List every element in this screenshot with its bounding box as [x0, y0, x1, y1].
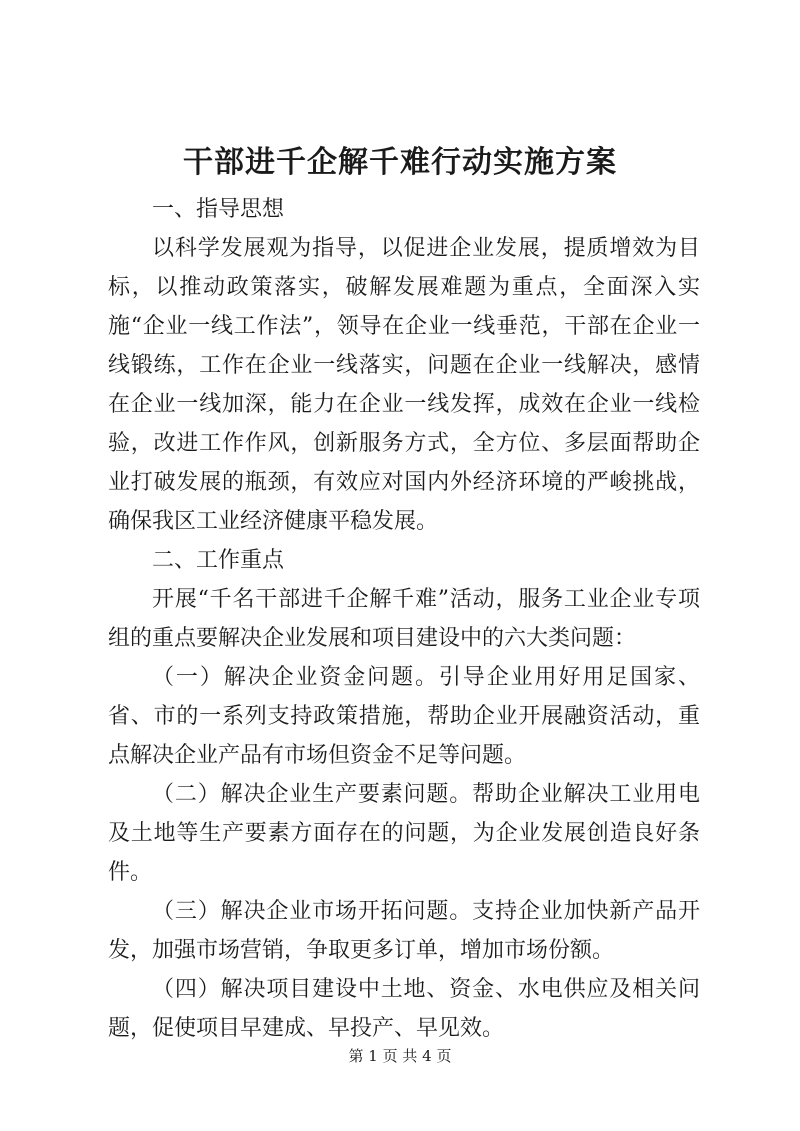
- paragraph-item-4-project-construction: （四）解决项目建设中土地、资金、水电供应及相关问题，促使项目早建成、早投产、早见效。: [108, 977, 700, 1041]
- paragraph-guiding-ideology: 以科学发展观为指导，以促进企业发展，提质增效为目标，以推动政策落实，破解发展难题为重点，全面深入实施“企业一线工作法”，领导在企业一线垂范，干部在企业一线锻练，工作在企业一线落实，问题在企业一线解决，感情在企业一线加深，能力在企业一线发挥，成效在企业一线检验，改进工作作风，创新服务方式，全方位、多层面帮助企业打破发展的瓶颈，有效应对国内外经济环境的严峻挑战，确保我区工业经济健康平稳发展。: [108, 236, 700, 534]
- page-number-footer: 第 1 页 共 4 页: [348, 1047, 452, 1065]
- section-heading-work-focus: 二、工作重点: [152, 548, 285, 573]
- document-body: [108, 190, 700, 1048]
- section-heading-guiding-ideology: 一、指导思想: [152, 197, 285, 222]
- paragraph-item-3-market-expansion: （三）解决企业市场开拓问题。支持企业加快新产品开发，加强市场营销，争取更多订单，增加市场份额。: [108, 899, 700, 963]
- paragraph-work-focus-intro: 开展“千名干部进千企解千难”活动，服务工业企业专项组的重点要解决企业发展和项目建设中的六大类问题：: [108, 587, 700, 651]
- paragraph-item-2-production-factors: （二）解决企业生产要素问题。帮助企业解决工业用电及土地等生产要素方面存在的问题，为企业发展创造良好条件。: [108, 782, 700, 885]
- paragraph-item-1-funding: （一）解决企业资金问题。引导企业用好用足国家、省、市的一系列支持政策措施，帮助企业开展融资活动，重点解决企业产品有市场但资金不足等问题。: [108, 665, 700, 768]
- document-title: 干部进千企解千难行动实施方案: [183, 145, 617, 180]
